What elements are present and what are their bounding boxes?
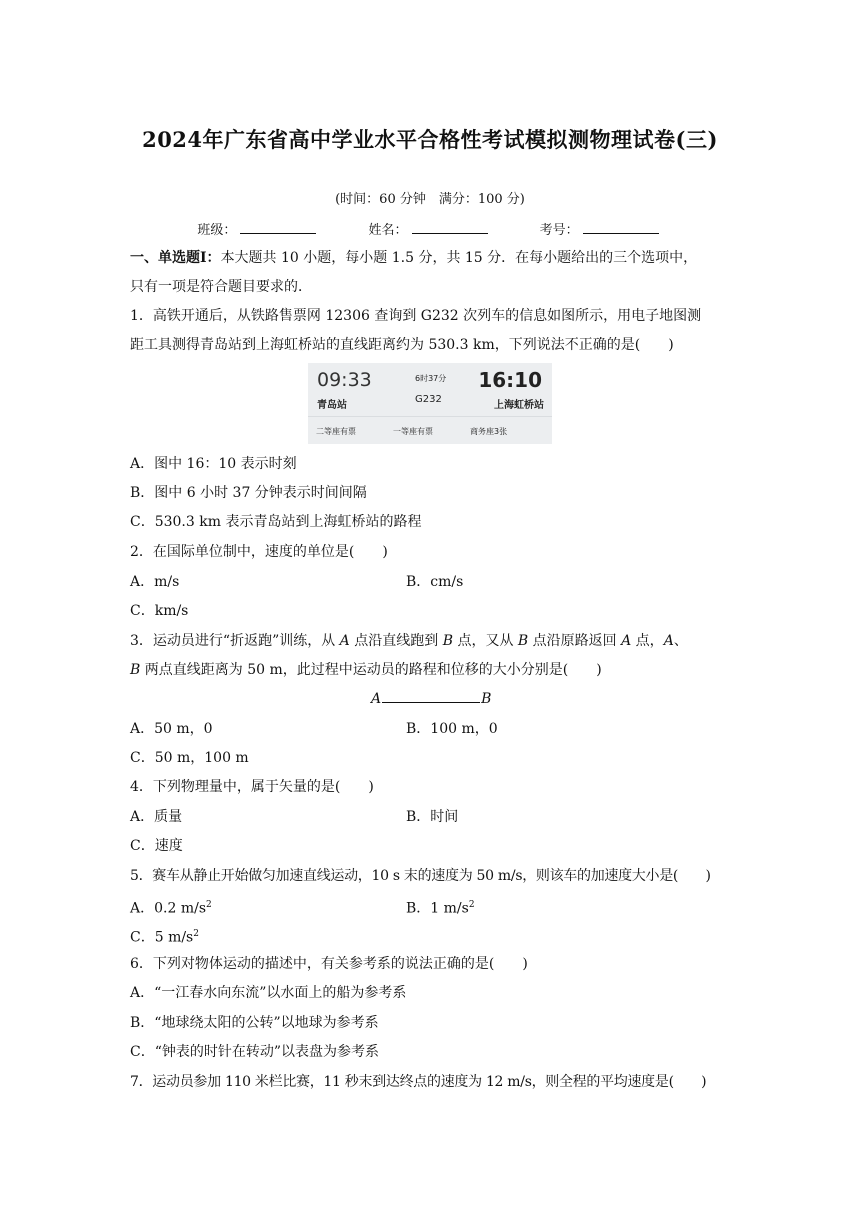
- train-ticket-image: [308, 363, 552, 444]
- q3-option-b[interactable]: B．100 m，0: [406, 721, 498, 737]
- section-desc: 只有一项是符合题目要求的．: [130, 279, 312, 295]
- q3-option-a[interactable]: A．50 m，0: [130, 721, 213, 737]
- student-info-row: [0, 219, 860, 238]
- exam-info: (时间：60 分钟 满分：100 分): [335, 192, 525, 207]
- arrive-time: 16:10: [478, 368, 542, 392]
- q1-option-b[interactable]: B．图中 6 小时 37 分钟表示时间间隔: [130, 485, 367, 501]
- class-field: 班级：: [197, 219, 320, 238]
- q4-option-b[interactable]: B．时间: [406, 809, 459, 825]
- section-heading: 一、单选题Ⅰ：本大题共 10 小题，每小题 1.5 分，共 15 分．在每小题给出的三个选项中，: [130, 250, 698, 266]
- q2-option-b[interactable]: B．cm/s: [406, 574, 464, 590]
- q2-option-c[interactable]: C．km/s: [130, 603, 189, 619]
- ticket-divider: [308, 416, 552, 417]
- id-field: 考号：: [540, 219, 663, 238]
- segment-line: [382, 690, 480, 703]
- from-station: 青岛站: [317, 400, 347, 411]
- q3-option-c[interactable]: C．50 m，100 m: [130, 750, 249, 766]
- q6-option-a[interactable]: A．“一江春水向东流”以水面上的船为参考系: [130, 985, 407, 1001]
- q1-stem-line2: 距工具测得青岛站到上海虹桥站的直线距离约为 530.3 km，下列说法不正确的是( ): [130, 337, 674, 353]
- train-number: G232: [415, 394, 442, 405]
- q2-stem: 2．在国际单位制中，速度的单位是( ): [130, 544, 388, 560]
- name-blank[interactable]: [412, 219, 488, 234]
- class-blank[interactable]: [240, 219, 316, 234]
- q5-option-c[interactable]: C．5 $m/s^2$: [130, 929, 199, 946]
- q3-stem-line2: B 两点直线距离为 50 m，此过程中运动员的路程和位移的大小分别是( ): [130, 662, 602, 678]
- seat-business-class: 商务座3张: [470, 427, 508, 436]
- id-blank[interactable]: [583, 219, 659, 234]
- seat-second-class: 二等座有票: [316, 427, 356, 436]
- q4-option-a[interactable]: A．质量: [130, 809, 183, 825]
- q5-option-b[interactable]: B．1 $m/s^2$: [406, 900, 475, 917]
- q7-stem: 7．运动员参加 110 米栏比赛，11 秒末到达终点的速度为 12 m/s，则全程的平均速度是( ): [130, 1074, 707, 1090]
- to-station: 上海虹桥站: [494, 400, 544, 411]
- q4-option-c[interactable]: C．速度: [130, 838, 183, 854]
- q1-option-c[interactable]: C．530.3 km 表示青岛站到上海虹桥站的路程: [130, 514, 422, 530]
- q3-stem-line1: 3．运动员进行“折返跑”训练，从 A 点沿直线跑到 B 点，又从 B 点沿原路返回 A 点，A、: [130, 633, 688, 649]
- q1-option-a[interactable]: A．图中 16：10 表示时刻: [130, 456, 297, 472]
- duration: 6时37分: [415, 374, 447, 383]
- q6-stem: 6．下列对物体运动的描述中，有关参考系的说法正确的是( ): [130, 956, 528, 972]
- q5-stem: 5．赛车从静止开始做匀加速直线运动，10 s 末的速度为 50 m/s，则该车的加速度大小是( ): [130, 868, 711, 884]
- q5-option-a[interactable]: A．0.2 $m/s^2$: [130, 900, 212, 917]
- point-a-label: A: [371, 691, 382, 707]
- q6-option-c[interactable]: C．“钟表的时针在转动”以表盘为参考系: [130, 1044, 380, 1060]
- q2-option-a[interactable]: A．m/s: [130, 574, 180, 590]
- q6-option-b[interactable]: B．“地球绕太阳的公转”以地球为参考系: [130, 1015, 379, 1031]
- ab-segment-figure: [371, 690, 491, 707]
- depart-time: 09:33: [317, 369, 372, 391]
- point-b-label: B: [481, 691, 492, 707]
- page-title: 2024年广东省高中学业水平合格性考试模拟测物理试卷(三): [142, 127, 718, 152]
- q4-stem: 4．下列物理量中，属于矢量的是( ): [130, 779, 374, 795]
- seat-first-class: 一等座有票: [393, 427, 433, 436]
- q1-stem-line1: 1．高铁开通后，从铁路售票网 12306 查询到 G232 次列车的信息如图所示，用电子地图测: [130, 308, 702, 324]
- name-field: 姓名：: [368, 219, 491, 238]
